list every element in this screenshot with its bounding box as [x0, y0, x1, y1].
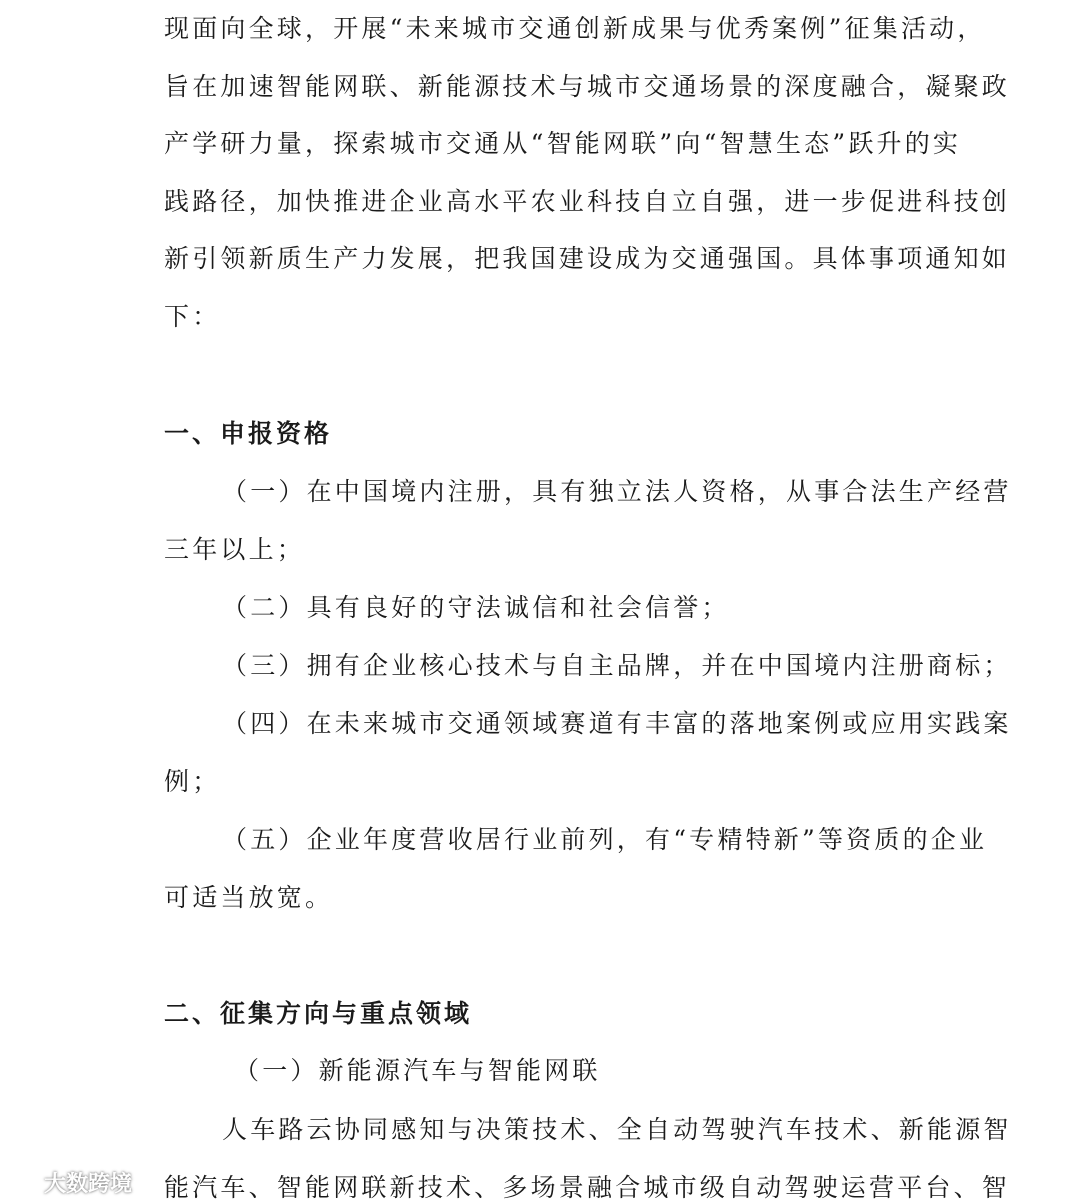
- paragraph-line: 产学研力量，探索城市交通从“智能网联”向“智慧生态”跃升的实: [164, 129, 962, 158]
- sub-heading: （一）新能源汽车与智能网联: [234, 1056, 601, 1085]
- section-heading: 一、申报资格: [164, 419, 333, 448]
- list-item-continuation: 可适当放宽。: [164, 883, 334, 912]
- list-item: （一）在中国境内注册，具有独立法人资格，从事合法生产经营: [222, 477, 1012, 506]
- paragraph-line: 新引领新质生产力发展，把我国建设成为交通强国。具体事项通知如: [164, 244, 1011, 273]
- paragraph-line: 下：: [164, 302, 221, 331]
- paragraph-line: 现面向全球，开展“未来城市交通创新成果与优秀案例”征集活动，: [164, 14, 986, 43]
- list-item: （五）企业年度营收居行业前列，有“专精特新”等资质的企业: [222, 825, 988, 854]
- list-item: （二）具有良好的守法诚信和社会信誉；: [222, 593, 730, 622]
- paragraph-line: 人车路云协同感知与决策技术、全自动驾驶汽车技术、新能源智: [222, 1115, 1012, 1144]
- paragraph-line: 旨在加速智能网联、新能源技术与城市交通场景的深度融合，凝聚政: [164, 72, 1011, 101]
- list-item-continuation: 例；: [164, 767, 221, 796]
- list-item-continuation: 三年以上；: [164, 535, 306, 564]
- list-item: （四）在未来城市交通领域赛道有丰富的落地案例或应用实践案: [222, 709, 1012, 738]
- watermark-text: 大数跨境: [44, 1171, 133, 1197]
- watermark: [6, 1166, 132, 1198]
- section-heading: 二、征集方向与重点领域: [164, 999, 473, 1028]
- paragraph-line: 践路径，加快推进企业高水平农业科技自立自强，进一步促进科技创: [164, 187, 1011, 216]
- paragraph-line: 能汽车、智能网联新技术、多场景融合城市级自动驾驶运营平台、智: [164, 1173, 1011, 1202]
- brand-logo-icon: [6, 1169, 38, 1195]
- list-item: （三）拥有企业核心技术与自主品牌，并在中国境内注册商标；: [222, 651, 1012, 680]
